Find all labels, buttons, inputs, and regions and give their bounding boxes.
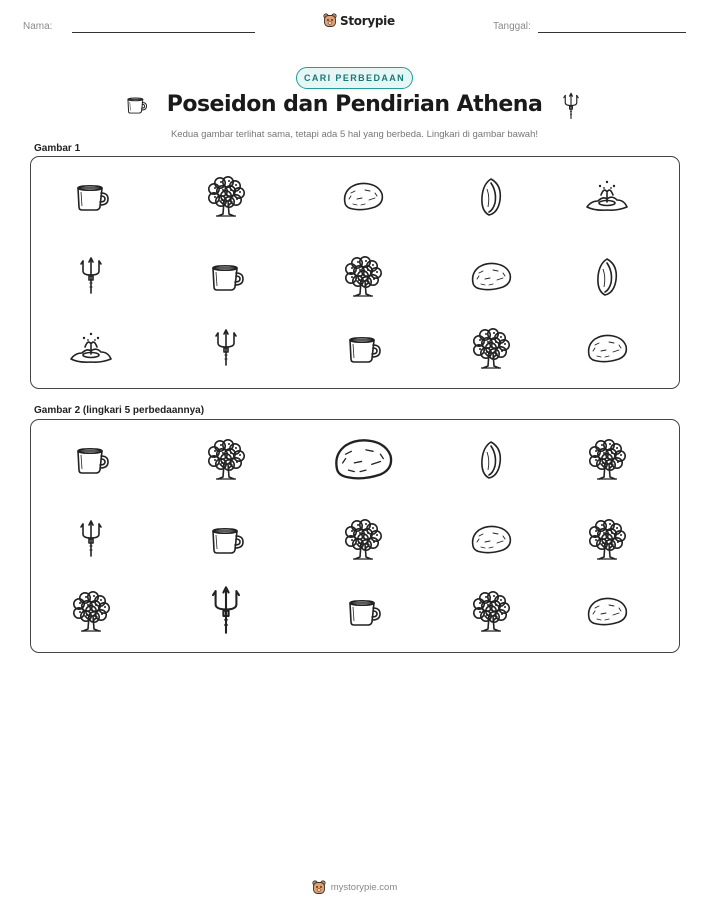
picture-1-label: Gambar 1 [34, 143, 81, 154]
picture-1-cell-r2-c2 [186, 247, 266, 307]
picture-1-cell-r1-c4 [451, 167, 531, 227]
picture-1-cell-r3-c5 [567, 319, 647, 379]
seed-icon [451, 430, 531, 490]
olive-tree-icon [186, 167, 266, 227]
instructions: Kedua gambar terlihat sama, tetapi ada 5 hal yang berbeda. Lingkari di gambar bawah! [170, 129, 539, 140]
olive-tree-icon [567, 430, 647, 490]
picture-1-cell-r2-c5 [567, 247, 647, 307]
picture-1-cell-r2-c1 [51, 247, 131, 307]
olive-tree-icon [186, 430, 266, 490]
picture-1-cell-r3-c3 [323, 319, 403, 379]
picture-1-cell-r1-c1 [51, 167, 131, 227]
picture-2-cell-r2-c1[interactable] [51, 510, 131, 570]
olive-tree-icon [323, 510, 403, 570]
picture-2-cell-r1-c4[interactable] [451, 430, 531, 490]
mug-icon [51, 430, 131, 490]
picture-2-cell-r3-c3[interactable] [323, 582, 403, 642]
picture-2-cell-r1-c3[interactable] [323, 430, 403, 490]
olive-tree-icon [567, 510, 647, 570]
mug-icon [323, 582, 403, 642]
brand-logo [323, 13, 395, 28]
trident-icon [51, 510, 131, 570]
olive-tree-icon [323, 247, 403, 307]
picture-2-cell-r3-c4[interactable] [451, 582, 531, 642]
page-title: Poseidon dan Pendirian Athena [166, 92, 543, 117]
name-field-line[interactable] [72, 32, 255, 33]
picture-1-cell-r2-c4 [451, 247, 531, 307]
olive-tree-icon [451, 582, 531, 642]
seed-icon [451, 167, 531, 227]
picture-2-cell-r2-c5[interactable] [567, 510, 647, 570]
rock-icon [451, 247, 531, 307]
picture-2-cell-r2-c3[interactable] [323, 510, 403, 570]
trident-icon [186, 319, 266, 379]
picture-1-cell-r1-c5 [567, 167, 647, 227]
bear-mascot-icon [312, 880, 326, 895]
picture-1-cell-r1-c2 [186, 167, 266, 227]
trident-icon [561, 91, 581, 123]
picture-1-cell-r1-c3 [323, 167, 403, 227]
mug-icon [323, 319, 403, 379]
picture-2-cell-r3-c5[interactable] [567, 582, 647, 642]
mug-icon [186, 510, 266, 570]
picture-1-panel [30, 156, 680, 389]
spring-icon [567, 167, 647, 227]
picture-1-cell-r3-c4 [451, 319, 531, 379]
rock-icon [567, 319, 647, 379]
spring-icon [51, 319, 131, 379]
picture-2-cell-r3-c1[interactable] [51, 582, 131, 642]
mug-icon [186, 247, 266, 307]
date-field-line[interactable] [538, 32, 686, 33]
picture-1-cell-r2-c3 [323, 247, 403, 307]
trident-icon [51, 247, 131, 307]
picture-1-cell-r3-c1 [51, 319, 131, 379]
rock-icon [567, 582, 647, 642]
olive-tree-icon [51, 582, 131, 642]
picture-2-cell-r2-c4[interactable] [451, 510, 531, 570]
picture-2-label: Gambar 2 (lingkari 5 perbedaannya) [34, 405, 205, 416]
footer [0, 880, 709, 895]
picture-2-cell-r3-c2[interactable] [186, 582, 266, 642]
trident-icon [186, 582, 266, 642]
rock-icon [451, 510, 531, 570]
olive-tree-icon [451, 319, 531, 379]
picture-2-cell-r1-c1[interactable] [51, 430, 131, 490]
brand-name: Storypie [340, 13, 395, 28]
activity-badge: CARI PERBEDAAN [296, 67, 413, 89]
picture-2-cell-r2-c2[interactable] [186, 510, 266, 570]
picture-2-panel[interactable] [30, 419, 680, 653]
mug-icon [121, 93, 151, 117]
picture-1-cell-r3-c2 [186, 319, 266, 379]
picture-2-cell-r1-c5[interactable] [567, 430, 647, 490]
mug-icon [51, 167, 131, 227]
rock-icon [323, 167, 403, 227]
picture-2-cell-r1-c2[interactable] [186, 430, 266, 490]
footer-site: mystorypie.com [330, 882, 398, 893]
name-label: Nama: [23, 21, 53, 32]
seed-icon [567, 247, 647, 307]
date-label: Tanggal: [493, 21, 531, 32]
bear-mascot-icon [323, 13, 337, 28]
rock-icon [323, 430, 403, 490]
